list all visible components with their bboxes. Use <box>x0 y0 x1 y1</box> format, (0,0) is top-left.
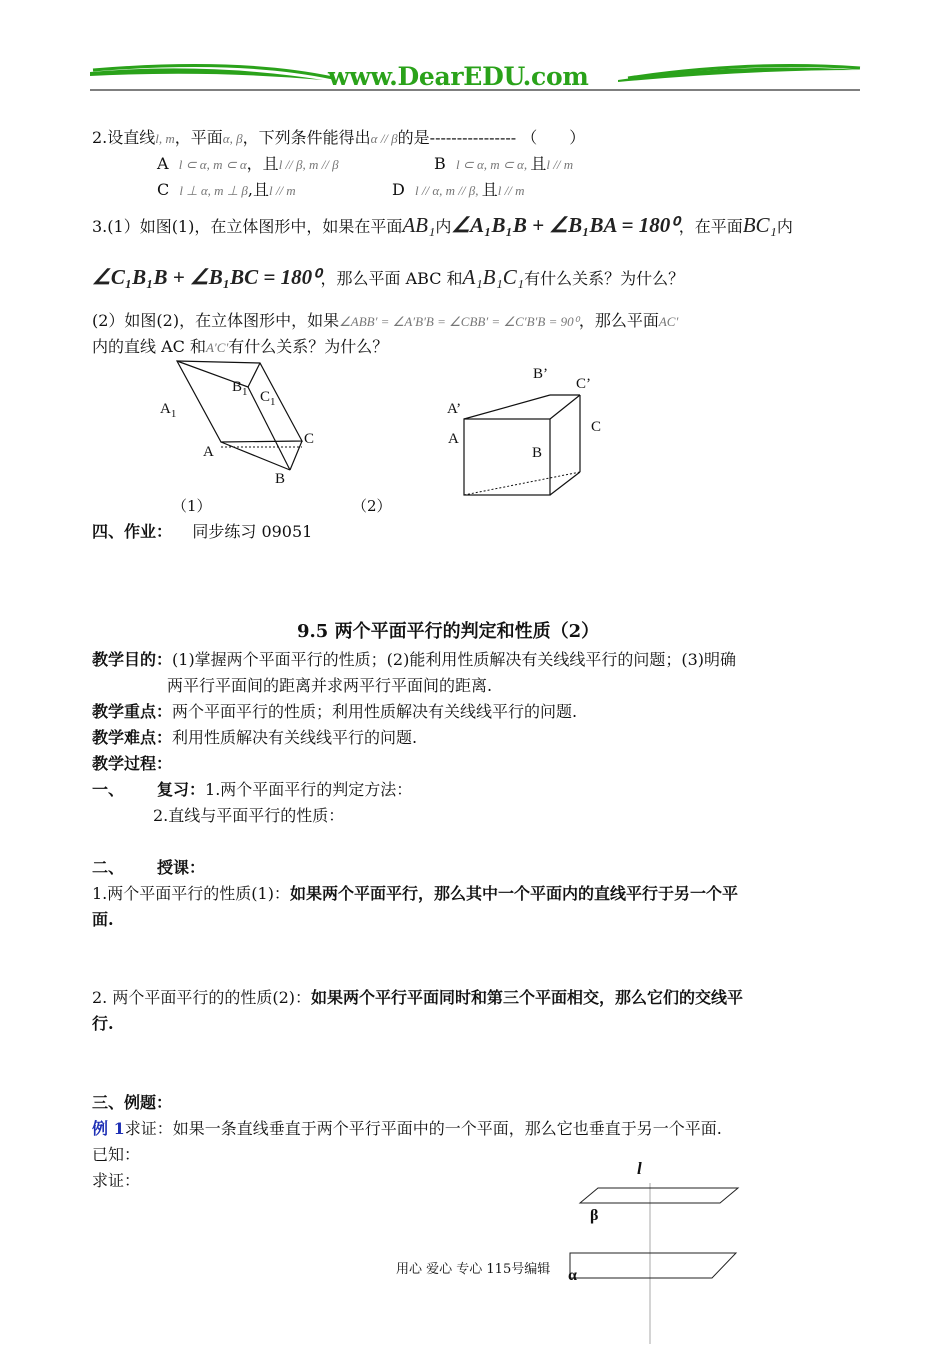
q3-p1-text-b: ，在平面 <box>678 217 743 236</box>
section-1-label: 复习： <box>157 780 206 799</box>
label-b1 <box>232 379 248 398</box>
option-b-cond: l // m <box>546 157 574 172</box>
homework-text: 同步练习 09051 <box>192 522 313 541</box>
q3-p2-line: A′C′ <box>205 340 229 355</box>
q3-p1-plane: AB₁ <box>402 213 436 237</box>
option-a-math: l ⊂ α, m ⊂ α <box>178 157 247 172</box>
q3-p2-text-b: ，那么平面 <box>578 311 659 330</box>
q3-p1-text-d: 有什么关系？为什么？ <box>524 269 685 288</box>
section-examples: 三、例题： <box>92 1093 173 1112</box>
q3-p1-in2: 内 <box>776 217 793 236</box>
example-1-text: 求证：如果一条直线垂直于两个平行平面中的一个平面，那么它也垂直于另一个平面. <box>124 1119 722 1138</box>
label-a1 <box>160 401 176 420</box>
label-a-prime: A’ <box>447 401 462 417</box>
property-2-cont: 行. <box>92 1014 114 1033</box>
property-1 <box>92 884 738 904</box>
section-2-number: 二、 <box>92 858 125 877</box>
section-review <box>92 780 124 800</box>
review-item-2: 2.直线与平面平行的性质： <box>153 806 345 825</box>
q3-p2-text-d: 有什么关系？为什么？ <box>228 337 389 356</box>
section-review-body <box>157 780 412 800</box>
option-c-and: ,且 <box>247 180 269 199</box>
option-d-and: 且 <box>481 180 498 199</box>
label-plane-beta: β <box>590 1207 599 1224</box>
section-1-number: 一、 <box>92 780 125 799</box>
q3-p1-plane2: BC₁ <box>742 213 777 237</box>
q3-p2-equation: ∠ABB′ = ∠A′B′B = ∠CBB′ = ∠C′B′B = 90⁰ <box>339 314 579 329</box>
section-2-label: 授课： <box>157 858 206 877</box>
label-c: C <box>304 431 315 447</box>
property-2 <box>92 988 743 1008</box>
q3-p1-text-c: ，那么平面 ABC 和 <box>320 269 463 288</box>
q3-part2-line1 <box>92 311 678 332</box>
q2-stem-c: ，下列条件能得出 <box>242 128 371 147</box>
label-a: A <box>203 444 214 460</box>
q2-planes: α, β <box>222 131 243 146</box>
known-label: 已知： <box>92 1145 141 1164</box>
q2-option-a <box>157 154 339 175</box>
q2-stem-b: ，平面 <box>174 128 223 147</box>
figure-1 <box>150 355 350 525</box>
aim-label: 教学目的： <box>92 650 173 669</box>
q3-p1-plane3: A₁B₁C₁ <box>462 265 525 289</box>
label-c-prime: C’ <box>576 376 591 392</box>
q2-conclusion: α // β <box>370 131 398 146</box>
teaching-process: 教学过程： <box>92 754 173 773</box>
option-d-cond: l // m <box>497 183 525 198</box>
label-b: B <box>275 471 286 487</box>
q3-p2-plane: AC′ <box>658 314 679 329</box>
label-c1-letter: C <box>260 389 271 405</box>
label-b1-letter: B <box>232 379 243 395</box>
q3-p2-text-a: (2）如图(2)，在立体图形中，如果 <box>92 311 340 330</box>
option-a-cond: l // β, m // β <box>278 157 339 172</box>
q2-lines: l, m <box>155 131 175 146</box>
homework-label: 四、作业： <box>92 522 173 541</box>
option-a-and: ，且 <box>246 154 279 173</box>
option-c-cond: l // m <box>268 183 296 198</box>
property-1-lead: 1.两个平面平行的性质(1)： <box>92 884 290 903</box>
difficulty-label: 教学难点： <box>92 728 173 747</box>
label-line-l: l <box>637 1159 642 1178</box>
example-1 <box>92 1119 722 1139</box>
q3-p1-equation: ∠A₁B₁B + ∠B₁BA = 180⁰ <box>451 213 679 237</box>
review-item-1: 1.两个平面平行的判定方法： <box>205 780 413 799</box>
teaching-difficulty <box>92 728 417 748</box>
q2-stem-d: 的是---------------- （ ） <box>397 128 586 147</box>
label-c1 <box>260 389 276 408</box>
property-1-statement: 如果两个平面平行，那么其中一个平面内的直线平行于另一个平 <box>289 884 738 903</box>
q3-p1-text-a: 3.(1）如图(1)，在立体图形中，如果在平面 <box>92 217 403 236</box>
figure-1-caption: （1） <box>172 497 212 515</box>
q3-part1-line2 <box>92 262 684 294</box>
q3-p1-equation2: ∠C₁B₁B + ∠B₁BC = 180⁰ <box>92 265 321 289</box>
label-b-prime: B’ <box>533 366 548 382</box>
site-logo-text: www.DearEDU.com <box>328 62 589 91</box>
option-b-and: 且 <box>530 154 547 173</box>
homework <box>92 522 312 542</box>
header-banner <box>88 58 863 98</box>
label-c1-sub: 1 <box>270 396 276 408</box>
label-b1-sub: 1 <box>242 386 248 398</box>
q2-stem-a: 2.设直线 <box>92 128 156 147</box>
option-d-math: l // α, m // β, <box>415 183 482 198</box>
teaching-aim-cont: 两平行平面间的距离并求两平行平面间的距离. <box>167 676 493 695</box>
label-plane-alpha: α <box>568 1267 577 1284</box>
option-c-label: C <box>157 180 170 199</box>
figure-3 <box>560 1155 760 1344</box>
option-a-label: A <box>157 154 169 173</box>
option-b-math: l ⊂ α, m ⊂ α, <box>455 157 531 172</box>
property-2-lead: 2. 两个平面平行的的性质(2)： <box>92 988 312 1007</box>
teaching-key <box>92 702 577 722</box>
label-b: B <box>532 445 543 461</box>
q3-p1-in: 内 <box>435 217 452 236</box>
key-text: 两个平面平行的性质；利用性质解决有关线线平行的问题. <box>172 702 578 721</box>
option-b-label: B <box>434 154 446 173</box>
prove-label: 求证： <box>92 1171 141 1190</box>
property-1-cont: 面. <box>92 910 114 929</box>
q2-option-b <box>434 154 573 175</box>
lesson-title: 9.5 两个平面平行的判定和性质（2） <box>297 621 600 642</box>
label-c: C <box>591 419 602 435</box>
label-a1-letter: A <box>160 401 171 417</box>
figure-2-caption: （2） <box>352 497 392 515</box>
aim-line1: (1)掌握两个平面平行的性质；(2)能利用性质解决有关线线平行的问题；(3)明确 <box>172 650 737 669</box>
label-a1-sub: 1 <box>170 408 177 420</box>
q2-option-d <box>392 180 525 201</box>
figure-2 <box>340 362 620 522</box>
footer-text: 用心 爱心 专心 115号编辑 <box>396 1262 551 1277</box>
example-1-label: 例 1 <box>92 1119 125 1138</box>
q2-option-c <box>157 180 296 201</box>
q2-stem <box>92 128 585 149</box>
q3-p2-text-c: 内的直线 AC 和 <box>92 337 206 356</box>
q3-part1-line1 <box>92 210 793 242</box>
key-label: 教学重点： <box>92 702 173 721</box>
parallel-planes-diagram <box>560 1155 760 1344</box>
difficulty-text: 利用性质解决有关线线平行的问题. <box>172 728 418 747</box>
option-c-math: l ⊥ α, m ⊥ β <box>179 183 248 198</box>
property-2-statement: 如果两个平行平面同时和第三个平面相交，那么它们的交线平 <box>311 988 744 1007</box>
option-d-label: D <box>392 180 405 199</box>
label-a: A <box>448 431 459 447</box>
teaching-aim <box>92 650 736 670</box>
